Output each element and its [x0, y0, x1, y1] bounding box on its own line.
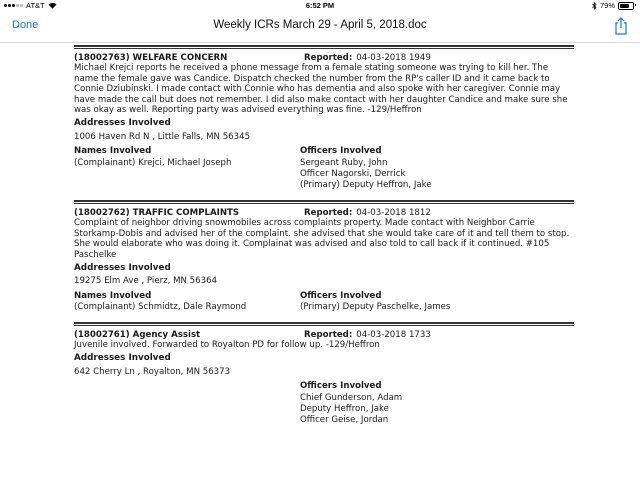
bluetooth-icon: [592, 2, 597, 10]
officers-column: [300, 291, 574, 313]
reported-field: [304, 330, 574, 340]
reported-label: Reported:: [304, 53, 353, 63]
names-column: [74, 291, 300, 313]
case-type: (18002763) WELFARE CONCERN: [74, 53, 228, 63]
incident-narrative: Complaint of neighbor driving snowmobiles across complaints property. Made contact with Neighbor Carrie Storkamp-Dobis and advised her of the complaint. she advised that she would take care of it and tell them to stop. She would elaborate who was doing it. Complainat was advised and also told to call back if it continued. #105 Paschelke: [74, 218, 570, 260]
divider-thick: [74, 45, 574, 47]
involved-columns: [74, 146, 574, 191]
address: 642 Cherry Ln , Royalton, MN 56373: [74, 366, 231, 377]
status-time: 6:52 PM: [305, 1, 335, 10]
divider-thin: [74, 48, 574, 49]
addresses-heading: Addresses Involved: [74, 353, 171, 364]
incident-entry: [74, 45, 574, 191]
battery-fill: [620, 4, 629, 8]
status-right: [592, 1, 634, 10]
divider-thick: [74, 322, 574, 324]
officers-column: [300, 146, 574, 191]
document-body: [74, 45, 574, 435]
incident-header: [74, 330, 574, 340]
case-type: (18002762) TRAFFIC COMPLAINTS: [74, 207, 240, 218]
reported-field: [304, 53, 574, 63]
carrier-label: AT&T: [26, 1, 45, 10]
reported-value: 04-03-2018 1812: [356, 207, 431, 218]
done-button[interactable]: Done: [12, 19, 39, 31]
involved-columns: [74, 291, 574, 313]
reported-field: [304, 208, 574, 218]
officers-heading: Officers Involved: [300, 381, 382, 392]
battery-icon: [618, 2, 634, 10]
incident-entry: [74, 200, 574, 313]
reported-value: 04-03-2018 1949: [356, 53, 431, 63]
address: 1006 Haven Rd N , Little Falls, MN 56345: [74, 131, 251, 142]
name-item: (Complainant) Schmidtz, Dale Raymond: [74, 302, 247, 313]
reported-label: Reported:: [304, 207, 353, 218]
battery-percent: 79%: [599, 1, 615, 10]
officers-column: [300, 381, 574, 426]
officers-heading: Officers Involved: [300, 146, 382, 157]
names-heading: Names Involved: [74, 290, 152, 301]
names-column: [74, 381, 300, 426]
incident-narrative: Michael Krejci reports he received a phone message from a female stating someone was trying to kill her. The name the female gave was Candice. Dispatch checked the number from the RP's caller ID and it came back to Connie Dziubinski. I made contact with Connie who has dementia and also spoke with her caregiver. Connie may have made the call but does not remember. I did also make contact with her daughter Candice and make sure she was okay as well. Reporting party was advised everything was fine. -129/Heffron: [74, 63, 568, 116]
officer-item: (Primary) Deputy Heffron, Jake: [300, 180, 432, 191]
nav-bar: [0, 12, 640, 43]
officer-item: Sergeant Ruby, John: [300, 157, 388, 168]
reported-value: 04-03-2018 1733: [356, 329, 431, 340]
divider-thin: [74, 325, 574, 326]
incident-entry: [74, 322, 574, 426]
officer-item: Officer Geise, Jordan: [300, 415, 389, 426]
divider-thick: [74, 200, 574, 202]
incident-header: [74, 208, 574, 218]
officer-item: (Primary) Deputy Paschelke, James: [300, 302, 451, 313]
officer-item: Officer Nagorski, Derrick: [300, 169, 406, 180]
address: 19275 Elm Ave , Pierz, MN 56364: [74, 276, 218, 287]
status-bar: [0, 0, 640, 12]
divider-thin: [74, 203, 574, 204]
addresses-heading: Addresses Involved: [74, 118, 171, 129]
document-title: Weekly ICRs March 29 - April 5, 2018.doc: [213, 19, 427, 31]
names-heading: Names Involved: [74, 146, 152, 157]
officer-item: Deputy Heffron, Jake: [300, 403, 389, 414]
addresses-heading: Addresses Involved: [74, 262, 171, 273]
officer-item: Chief Gunderson, Adam: [300, 392, 403, 403]
names-column: [74, 146, 300, 191]
case-type: (18002761) Agency Assist: [74, 329, 201, 340]
share-icon[interactable]: [614, 17, 628, 35]
officers-heading: Officers Involved: [300, 290, 382, 301]
name-item: (Complainant) Krejci, Michael Joseph: [74, 157, 232, 168]
involved-columns: [74, 381, 574, 426]
incident-header: [74, 53, 574, 63]
incident-narrative: Juvenile involved. Forwarded to Royalton PD for follow up. -129/Heffron: [74, 339, 380, 350]
reported-label: Reported:: [304, 329, 353, 340]
